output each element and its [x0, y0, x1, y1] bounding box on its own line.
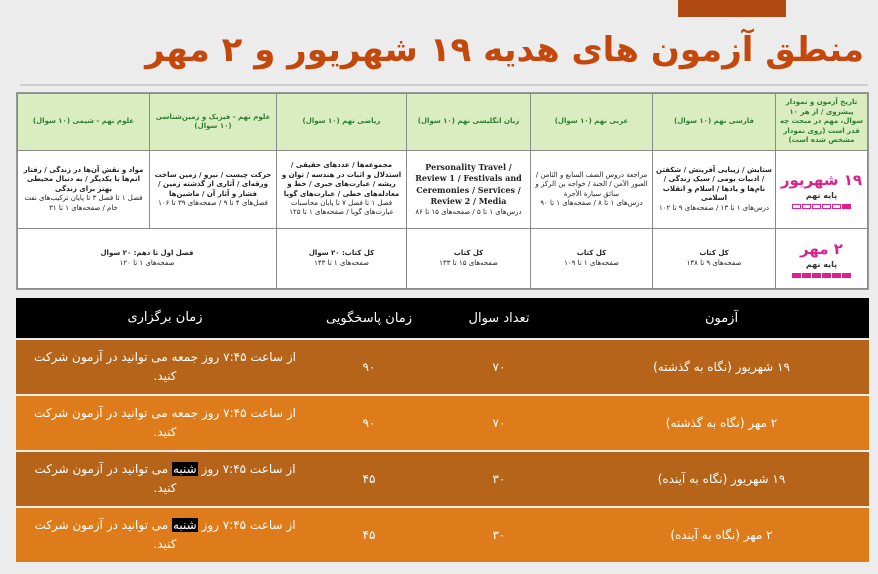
table-row	[16, 396, 869, 450]
grade-label: پایه نهم	[805, 259, 838, 269]
exam-time-text: از ساعت ۷:۴۵ روز	[197, 517, 296, 532]
farsi-topics: ستایش / زیبایی آفرینش / شکفتن / ادبیات بومی / سبک زندگی / نام‌ها و یادها / اسلام و انقلاب اسلامی	[656, 165, 772, 203]
chemistry-cell	[18, 151, 150, 229]
science-cell	[18, 229, 277, 289]
exam-time-text: می توانید در آزمون شرکت کنید.	[34, 461, 177, 495]
english-cell	[407, 229, 531, 289]
header-date: تاریخ آزمون و نمودار پیشروی / از هر ۱۰ سوال، مهم در مبحث چه قدر است (روی نمودار مشخص شده است)	[776, 94, 868, 151]
arabi-cell	[531, 151, 653, 229]
exam-date: ۲ مهر	[800, 240, 843, 259]
arabi-cell	[531, 229, 653, 289]
farsi-cell	[653, 151, 776, 229]
question-count: ۷۰	[492, 360, 506, 374]
schedule-row-1	[18, 151, 868, 229]
arabi-topics: مراجعة دروس الصف السابع و الثامن / العبور الآمن / الجنة / خواجه بن الرکز و سائق سیارة الأجرة	[535, 170, 648, 198]
title-divider	[20, 84, 868, 86]
science-pages: صفحه‌های ۱ تا ۱۲۰	[119, 258, 175, 267]
chemistry-topics: مواد و نقش آن‌ها در زندگی / رفتار اتم‌ها با یکدیگر / به دنبال محیطی بهتر برای زندگی	[23, 165, 144, 193]
progress-chart	[778, 204, 865, 209]
header-question-count: تعداد سوال	[468, 310, 530, 326]
date-cell	[776, 229, 868, 289]
physics-pages: فصل‌های ۴ تا ۹ / صفحه‌های ۳۹ تا ۱۰۶	[158, 198, 268, 207]
header-chemistry: علوم نهم - شیمی (۱۰ سوال)	[18, 94, 150, 151]
question-count: ۳۰	[492, 528, 506, 542]
answer-time: ۹۰	[362, 360, 376, 374]
exam-time-text: از ساعت ۷:۴۵ روز	[197, 461, 296, 476]
header-math: ریاضی نهم (۱۰ سوال)	[277, 94, 407, 151]
math-cell	[277, 229, 407, 289]
header-english: زبان انگلیسی نهم (۱۰ سوال)	[407, 94, 531, 151]
arabi-pages: صفحه‌های ۱ تا ۱۰۹	[564, 258, 619, 267]
answer-time: ۴۵	[362, 528, 376, 542]
highlighted-day: شنبه	[172, 517, 197, 532]
answer-time: ۹۰	[362, 416, 376, 430]
exam-time	[16, 516, 314, 554]
arabi-pages: درس‌های ۱ تا ۸ / صفحه‌های ۱ تا ۹۰	[540, 198, 643, 207]
math-cell	[277, 151, 407, 229]
table-row	[16, 508, 869, 562]
english-topics: کل کتاب	[453, 249, 484, 258]
english-cell	[407, 151, 531, 229]
header-physics: علوم نهم - فیزیک و زمین‌شناسی (۱۰ سوال)	[150, 94, 277, 151]
exam-time	[16, 404, 314, 442]
exam-time-text: از ساعت ۷:۴۵ روز جمعه می توانید در آزمون شرکت کنید.	[34, 405, 296, 439]
math-topics: مجموعه‌ها / عددهای حقیقی / استدلال و اثبات در هندسه / توان و ریشه / عبارت‌های جبری / خط و معادله‌های خطی / عبارت‌های گویا	[281, 161, 402, 198]
header-exam-time: زمان برگزاری	[127, 309, 203, 325]
schedule-table	[16, 92, 869, 290]
header-farsi: فارسی نهم (۱۰ سوال)	[653, 94, 776, 151]
schedule-row-2	[18, 229, 868, 289]
english-pages: درس‌های ۱ تا ۵ / صفحه‌های ۱۵ تا ۸۶	[415, 207, 522, 216]
exam-name: ۲ مهر (نگاه به گذشته)	[665, 416, 778, 430]
math-pages: صفحه‌های ۱ تا ۱۴۳	[314, 258, 369, 267]
exam-time-text: می توانید در آزمون شرکت کنید.	[34, 517, 177, 551]
math-pages: فصل ۱ تا فصل ۷ تا پایان محاسبات عبارت‌های گویا / صفحه‌های ۱ تا ۱۲۵	[289, 198, 394, 217]
header-answer-time: زمان پاسخگویی	[325, 310, 413, 326]
exam-time	[16, 348, 314, 386]
schedule-header-row	[18, 94, 868, 151]
farsi-cell	[653, 229, 776, 289]
date-cell	[776, 151, 868, 229]
science-topics: فصل اول تا دهم: ۲۰ سوال	[100, 249, 194, 258]
exam-table	[16, 298, 869, 562]
exam-name: ۱۹ شهریور (نگاه به آینده)	[657, 472, 786, 486]
exam-date: ۱۹ شهریور	[780, 171, 863, 190]
header-exam: آزمون	[704, 310, 739, 326]
english-pages: صفحه‌های ۱۵ تا ۱۳۳	[439, 258, 498, 267]
math-topics: کل کتاب: ۲۰ سوال	[308, 249, 375, 258]
farsi-topics: کل کتاب	[699, 249, 729, 258]
page-title: منطق آزمون های هدیه ۱۹ شهریور و ۲ مهر	[145, 30, 864, 70]
physics-topics: حرکت چیست / نیرو / زمین ساخت ورقه‌ای / آثاری از گذشته زمین / فشار و آثار آن / ماشین‌ها	[154, 170, 272, 198]
question-count: ۷۰	[492, 416, 506, 430]
exam-name: ۲ مهر (نگاه به آینده)	[670, 528, 773, 542]
farsi-pages: صفحه‌های ۹ تا ۱۳۸	[686, 258, 742, 267]
chemistry-pages: فصل ۱ تا فصل ۳ تا پایان ترکیب‌های نفت خام / صفحه‌های ۱ تا ۳۱	[24, 194, 143, 212]
english-topics: Personality Travel / Review 1 / Festivals and Ceremonies / Services / Review 2 / Media	[415, 161, 522, 207]
highlighted-day: شنبه	[172, 461, 197, 476]
table-row	[16, 340, 869, 394]
header-arabi: عربی نهم (۱۰ سوال)	[531, 94, 653, 151]
top-accent-bar	[678, 0, 786, 17]
exam-table-header	[16, 298, 869, 338]
exam-time-text: از ساعت ۷:۴۵ روز جمعه می توانید در آزمون شرکت کنید.	[34, 349, 296, 383]
answer-time: ۴۵	[362, 472, 376, 486]
physics-cell	[150, 151, 277, 229]
table-row	[16, 452, 869, 506]
arabi-topics: کل کتاب	[576, 249, 607, 258]
exam-name: ۱۹ شهریور (نگاه به گذشته)	[653, 360, 790, 374]
exam-time	[16, 460, 314, 498]
question-count: ۳۰	[492, 472, 506, 486]
progress-chart	[778, 273, 865, 278]
farsi-pages: درس‌های ۱ تا ۱۳ / صفحه‌های ۹ تا ۱۰۲	[658, 203, 770, 212]
grade-label: پایه نهم	[805, 190, 838, 200]
